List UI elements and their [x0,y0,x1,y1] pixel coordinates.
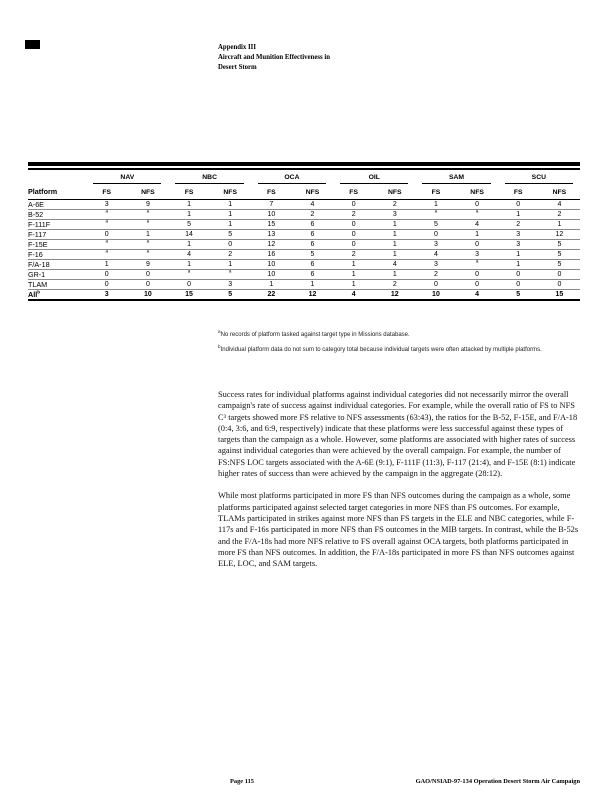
table-row-gr-1 [28,269,580,279]
value-cell: 0 [539,279,580,289]
value-cell: 3 [498,239,539,249]
oil-nfs-header: NFS [374,184,415,200]
value-cell: 1 [292,279,333,289]
value-cell: 0 [457,269,498,279]
value-cell: 0 [498,199,539,209]
value-cell [86,219,127,229]
sam-nfs-header: NFS [457,184,498,200]
value-cell: 0 [333,199,374,209]
value-cell [168,269,209,279]
nbc-nfs-header: NFS [210,184,251,200]
paragraph-1: Success rates for individual platforms against individual categories did not necessarily mirror the overall campaign's rate of success against individual categories. For example, while the overall ratio of FS to NFS C³ targets showed more FS relative to NFS assessments (63:43), the ratios for the B-52, F-15E, and F/A-18 (0:4, 3:6, and 6:9, respectively) indicate that these platforms were less successful against these types of targets than the campaign as a whole. However, some platforms are associated with higher rates of success against individual categories than were achieved by the overall campaign. For example, the number of FS:NFS LOC targets associated with the A-6E (9:1), F-111F (11:3), F-117 (21:4), and F-15E (8:1) indicate higher rates of success than were achieved by the campaign in the aggregate (28:12). [218,390,578,479]
value-cell: 0 [86,229,127,239]
value-cell: 0 [333,229,374,239]
value-cell: 6 [292,239,333,249]
value-cell: 2 [498,219,539,229]
value-cell: 22 [251,289,292,300]
appendix-title-line2: Desert Storm [218,64,257,72]
value-cell: 4 [292,199,333,209]
value-cell: 1 [374,249,415,259]
value-cell: 1 [498,259,539,269]
footnote-marker: a [187,268,191,274]
category-label-nav: NAV [93,174,161,184]
value-cell: 1 [86,259,127,269]
value-cell: 0 [415,229,456,239]
value-cell: 1 [333,269,374,279]
table-body [28,199,580,300]
category-header-sam [415,171,497,184]
oil-fs-header: FS [333,184,374,200]
value-cell: 1 [498,209,539,219]
footnote-marker: a [105,238,109,244]
table-row-all [28,289,580,300]
platform-cell: F/A-18 [28,259,86,269]
category-label-sam: SAM [422,174,490,184]
value-cell: 3 [415,259,456,269]
table-row-f-15e [28,239,580,249]
footer-report-id: GAO/NSIAD-97-134 Operation Desert Storm Air Campaign [415,778,580,785]
corner-mark [25,40,40,49]
platform-cell: F-16 [28,249,86,259]
footnote-marker: a [146,238,150,244]
value-cell: 0 [539,269,580,279]
value-cell: 12 [292,289,333,300]
value-cell: 14 [168,229,209,239]
value-cell: 4 [374,259,415,269]
value-cell: 5 [498,289,539,300]
value-cell: 1 [210,209,251,219]
table-row-f-16 [28,249,580,259]
value-cell: 6 [292,269,333,279]
value-cell: 1 [333,259,374,269]
table-corner-cell [28,171,86,184]
value-cell [127,249,168,259]
value-cell: 15 [539,289,580,300]
body-text [218,389,582,580]
value-cell: 6 [292,229,333,239]
footnote-marker: a [228,268,232,274]
paragraph-2: While most platforms participated in more FS than NFS outcomes during the campaign as a whole, some platforms participated against selected target categories in more NFS than FS outcomes. For example, TLAMs participated in strikes against more NFS than FS targets in the ELE and NBC categories, while F-117s and F-16s participated in more NFS than FS outcomes in the MIB targets. In contrast, while the B-52s and the F/A-18s had more NFS relative to FS overall against OCA targets, both platforms participated in more FS than NFS outcomes. In addition, the F/A-18s participated in more FS than NFS outcomes against ELE, LOC, and SAM targets. [218,491,579,569]
value-cell: 4 [539,199,580,209]
footnote-b-marker: b [218,344,221,350]
value-cell: 2 [333,209,374,219]
value-cell: 1 [539,219,580,229]
value-cell: 2 [292,209,333,219]
footnote-b [218,346,584,354]
value-cell: 1 [127,229,168,239]
value-cell: 12 [539,229,580,239]
footnote-marker: a [475,258,479,264]
value-cell: 4 [333,289,374,300]
value-cell: 0 [498,279,539,289]
value-cell: 12 [374,289,415,300]
footnote-marker: a [105,208,109,214]
value-cell: 0 [415,279,456,289]
value-cell: 4 [457,219,498,229]
value-cell: 3 [86,289,127,300]
value-cell: 2 [415,269,456,279]
value-cell: 0 [127,269,168,279]
table-row-f-a-18 [28,259,580,269]
value-cell [457,259,498,269]
value-cell: 5 [210,289,251,300]
value-cell: 16 [251,249,292,259]
value-cell: 5 [292,249,333,259]
nbc-fs-header: FS [168,184,209,200]
value-cell: 1 [374,229,415,239]
platform-cell: F-15E [28,239,86,249]
value-cell: 9 [127,199,168,209]
value-cell: 0 [498,269,539,279]
footnote-marker: a [146,208,150,214]
table-subheader-row [28,184,580,200]
value-cell: 1 [374,269,415,279]
value-cell: 0 [457,279,498,289]
value-cell: 3 [210,279,251,289]
value-cell: 1 [415,199,456,209]
value-cell: 3 [374,209,415,219]
category-label-nbc: NBC [175,174,243,184]
value-cell: 1 [168,259,209,269]
appendix-label: Appendix III [218,44,256,51]
value-cell: 5 [210,229,251,239]
category-label-scu: SCU [505,174,573,184]
value-cell: 5 [168,219,209,229]
nav-fs-header: FS [86,184,127,200]
value-cell [86,249,127,259]
value-cell: 6 [292,259,333,269]
value-cell: 0 [333,239,374,249]
value-cell: 5 [539,259,580,269]
value-cell: 3 [498,229,539,239]
scu-nfs-header: NFS [539,184,580,200]
value-cell: 0 [168,279,209,289]
value-cell: 10 [251,259,292,269]
category-header-nbc [168,171,250,184]
value-cell: 0 [457,239,498,249]
sam-fs-header: FS [415,184,456,200]
appendix-title-line1: Aircraft and Munition Effectiveness in [218,54,331,62]
value-cell: 13 [251,229,292,239]
table-category-row [28,171,580,184]
nav-nfs-header: NFS [127,184,168,200]
value-cell [457,209,498,219]
platform-cell: GR-1 [28,269,86,279]
footer-page-number: Page 115 [230,778,254,785]
value-cell: 9 [127,259,168,269]
oca-fs-header: FS [251,184,292,200]
footnote-marker: a [146,248,150,254]
value-cell: 1 [374,219,415,229]
footnote-a [218,331,584,339]
value-cell: 10 [415,289,456,300]
oca-nfs-header: NFS [292,184,333,200]
footnote-a-text: No records of platform tasked against target type in Missions database. [220,332,410,338]
footnote-a-marker: a [218,329,221,334]
footnote-marker: a [434,208,438,214]
value-cell: 0 [210,239,251,249]
category-header-oca [251,171,333,184]
value-cell: 1 [168,199,209,209]
value-cell: 5 [415,219,456,229]
value-cell: 4 [457,289,498,300]
value-cell: 1 [210,259,251,269]
platform-cell: A-6E [28,199,86,209]
table-row-f-117 [28,229,580,239]
value-cell: 0 [127,279,168,289]
value-cell: 1 [210,199,251,209]
table-row-f-111f [28,219,580,229]
value-cell: 10 [251,209,292,219]
value-cell: 7 [251,199,292,209]
value-cell: 15 [251,219,292,229]
category-header-scu [498,171,580,184]
table-top-rule-secondary [28,168,580,170]
table-row-tlam [28,279,580,289]
footnote-marker: a [146,218,150,224]
value-cell: 4 [415,249,456,259]
value-cell: 5 [539,249,580,259]
scu-fs-header: FS [498,184,539,200]
value-cell: 4 [168,249,209,259]
footnote-marker: b [37,289,40,295]
value-cell: 0 [457,199,498,209]
platform-cell: TLAM [28,279,86,289]
footnote-b-text: Individual platform data do not sum to category total because individual targets were often attacked by multiple platforms. [220,347,542,354]
platform-cell: B-52 [28,209,86,219]
platform-cell: F-111F [28,219,86,229]
platform-effectiveness-table [28,171,580,301]
value-cell [415,209,456,219]
value-cell: 1 [168,239,209,249]
platform-cell: All$^b$ [28,289,86,300]
value-cell: 3 [457,249,498,259]
footnote-marker: a [105,248,109,254]
value-cell: 3 [86,199,127,209]
table-footnotes [218,331,584,361]
platform-cell: F-117 [28,229,86,239]
value-cell: 5 [539,239,580,249]
value-cell: 0 [86,279,127,289]
table-row-b-52 [28,209,580,219]
value-cell: 2 [210,249,251,259]
category-label-oca: OCA [258,174,326,184]
value-cell: 0 [86,269,127,279]
value-cell: 2 [374,199,415,209]
value-cell: 6 [292,219,333,229]
value-cell: 1 [457,229,498,239]
platform-table-block [28,162,580,301]
value-cell: 15 [168,289,209,300]
value-cell: 1 [251,279,292,289]
footnote-marker: a [475,208,479,214]
value-cell: 1 [168,209,209,219]
value-cell: 2 [374,279,415,289]
value-cell: 0 [333,219,374,229]
value-cell: 1 [333,279,374,289]
value-cell [127,219,168,229]
table-top-rule [28,162,580,166]
value-cell: 10 [127,289,168,300]
category-label-oil: OIL [340,174,408,184]
value-cell: 10 [251,269,292,279]
value-cell: 12 [251,239,292,249]
value-cell: 1 [374,239,415,249]
value-cell: 1 [210,219,251,229]
value-cell [210,269,251,279]
table-row-a-6e [28,199,580,209]
document-header [218,43,330,74]
value-cell: 1 [498,249,539,259]
platform-column-header: Platform [28,184,86,200]
category-header-oil [333,171,415,184]
footnote-marker: a [105,218,109,224]
value-cell: 2 [539,209,580,219]
value-cell: 2 [333,249,374,259]
value-cell: 3 [415,239,456,249]
category-header-nav [86,171,168,184]
